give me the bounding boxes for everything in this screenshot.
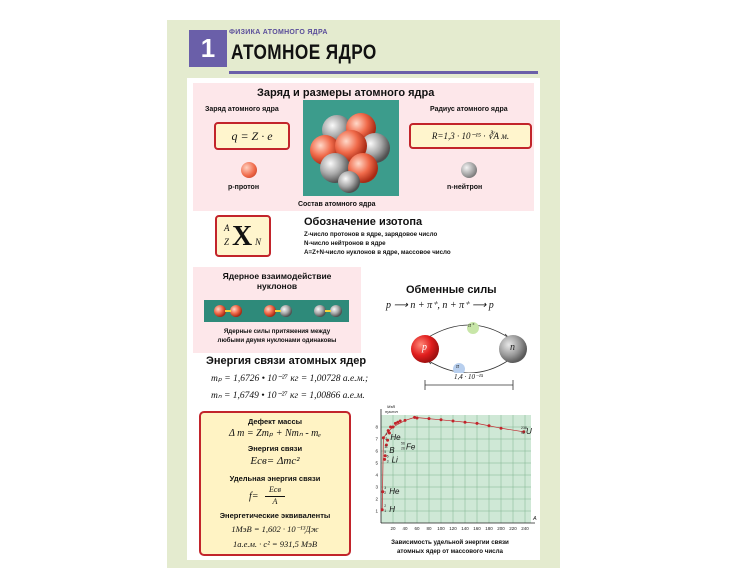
isotope-mass-number: A (224, 223, 230, 233)
chart-x-tick-label: 100 (437, 526, 445, 531)
charge-formula: q = Z · e (231, 128, 273, 143)
chart-y-axis-label-bottom: нуклон (385, 409, 398, 414)
charge-size-heading: Заряд и размеры атомного ядра (257, 87, 435, 99)
proton-icon (241, 162, 257, 178)
proton-mass-formula: mₚ = 1,6726 • 10⁻²⁷ кг = 1,00728 а.е.м.; (211, 374, 369, 384)
radius-formula-box (409, 123, 532, 149)
isotope-symbol-box (215, 215, 271, 257)
chart-isotope-symbol: Fe (406, 442, 416, 452)
neutron-icon (461, 162, 477, 178)
exchange-neutron-label: n (510, 342, 515, 353)
title-divider (229, 71, 538, 74)
chart-isotope-mass: 6 (386, 454, 389, 459)
equivalent-2: 1а.е.м. · c² = 931,5 МэВ (232, 539, 318, 549)
chart-point (488, 424, 491, 427)
isotope-line-2: N-число нейтронов в ядре (304, 240, 386, 247)
chart-y-tick-label: 7 (375, 436, 378, 442)
interaction-caption-2: любыми двумя нуклонами одинаковы (217, 337, 337, 344)
exchange-proton-label: p (422, 342, 427, 353)
chart-isotope-charge: 5 (384, 450, 387, 454)
poster (167, 20, 560, 568)
subject-label: ФИЗИКА АТОМНОГО ЯДРА (229, 29, 328, 36)
chart-point (399, 420, 402, 423)
nucleus-label: Состав атомного ядра (298, 201, 376, 208)
chart-y-tick-label: 5 (375, 460, 378, 466)
specific-energy-numerator: Eсв (269, 485, 281, 494)
chart-point (404, 419, 407, 422)
chart-isotope-charge: 2 (384, 490, 387, 495)
exchange-heading: Обменные силы (406, 284, 497, 296)
charge-formula-box (214, 122, 290, 150)
chart-point (464, 421, 467, 424)
nucleus-cluster-icon (303, 100, 399, 196)
isotope-heading: Обозначение изотопа (304, 216, 423, 228)
chart-y-axis-label-top: МэВ (387, 404, 396, 409)
chart-isotope-mass: 2 (384, 503, 387, 508)
chart-isotope-charge: 26 (401, 446, 405, 451)
chart-x-axis-label: A (533, 516, 537, 522)
chart-isotope-mass: 56 (401, 441, 405, 446)
chart-x-tick-label: 120 (449, 526, 457, 531)
exchange-pi-label: π (456, 364, 460, 370)
chart-caption-2: атомных ядер от массового числа (396, 548, 503, 555)
chart-x-tick-label: 80 (426, 526, 432, 531)
binding-energy-chart (359, 403, 539, 538)
chart-plot-area (381, 415, 531, 523)
specific-energy-label: Удельная энергия связи (229, 474, 321, 483)
binding-heading: Энергия связи атомных ядер (206, 355, 367, 367)
chart-isotope-charge: 3 (386, 459, 389, 464)
chart-isotope-symbol: He (390, 432, 401, 442)
chart-x-tick-label: 160 (473, 526, 481, 531)
chart-point (428, 417, 431, 420)
chart-isotope-charge: 1 (384, 508, 387, 513)
nucleon-pairs-strip (204, 300, 349, 322)
chart-isotope-charge: 2 (385, 436, 388, 441)
interaction-caption-1: Ядерные силы притяжения между (223, 328, 331, 335)
chart-x-tick-label: 240 (521, 526, 529, 531)
chart-isotope-symbol: He (389, 486, 400, 496)
neutron-mass-formula: mₙ = 1,6749 • 10⁻²⁷ кг = 1,00866 а.е.м. (211, 391, 365, 401)
chart-point (416, 417, 419, 420)
chart-y-tick-label: 8 (375, 424, 378, 430)
proton-label: p-протон (228, 184, 260, 191)
exchange-equation: p ⟶ n + π⁺, n + π⁺ ⟶ p (386, 300, 494, 311)
equivalents-label: Энергетические эквиваленты (219, 511, 331, 520)
chart-x-tick-label: 220 (509, 526, 517, 531)
chart-x-tick-label: 40 (402, 526, 408, 531)
radius-label: Радиус атомного ядра (430, 106, 508, 113)
exchange-pi-plus-label: π⁺ (468, 323, 475, 329)
chart-isotope-mass: 238 (521, 425, 527, 430)
isotope-neutron-number: N (255, 237, 262, 247)
exchange-distance-label: 1,4 · 10⁻¹⁵ (454, 373, 484, 381)
specific-energy-formula (249, 485, 309, 509)
chart-y-tick-label: 3 (375, 484, 378, 490)
neutron-label: n-нейтрон (447, 184, 483, 191)
chart-y-tick-label: 1 (375, 508, 378, 514)
section-number: 1 (189, 30, 227, 67)
binding-energy-formula: Eсв= Δmc² (250, 455, 300, 467)
chart-x-tick-label: 20 (390, 526, 396, 531)
mass-defect-label: Дефект массы (247, 417, 303, 426)
chart-point (440, 418, 443, 421)
chart-isotope-mass: 3 (384, 485, 387, 490)
chart-x-tick-label: 140 (461, 526, 469, 531)
chart-isotope-mass: 4 (385, 431, 388, 436)
chart-x-tick-label: 180 (485, 526, 493, 531)
chart-isotope-symbol: U (526, 426, 532, 436)
chart-isotope-charge: 92 (521, 430, 525, 435)
specific-energy-denominator: A (272, 497, 278, 506)
chart-y-tick-label: 4 (375, 472, 378, 478)
charge-label: Заряд атомного ядра (205, 106, 279, 113)
mass-defect-formula: Δ m = Zmₚ + Nmₙ - mₑ (228, 428, 322, 439)
chart-y-tick-label: 6 (375, 448, 378, 454)
page-title: АТОМНОЕ ЯДРО (231, 41, 377, 64)
interaction-heading-1: Ядерное взаимодействие (222, 271, 332, 281)
isotope-element: X (232, 221, 253, 252)
chart-caption-1: Зависимость удельной энергии связи (391, 539, 509, 546)
chart-isotope-symbol: B (389, 446, 395, 455)
chart-isotope-mass: 11 (384, 445, 388, 449)
nucleus-illustration (303, 100, 399, 196)
chart-point (476, 422, 479, 425)
binding-energy-label: Энергия связи (247, 444, 303, 453)
chart-x-tick-label: 200 (497, 526, 505, 531)
content-area (187, 78, 540, 560)
radius-formula: R=1,3 · 10⁻¹⁵ · ∛A м. (431, 130, 510, 141)
chart-isotope-symbol: H (389, 504, 395, 514)
chart-point (500, 427, 503, 430)
isotope-charge-number: Z (224, 237, 230, 247)
chart-x-tick-label: 60 (414, 526, 420, 531)
chart-point (452, 420, 455, 423)
nucleon-pairs-icon (204, 300, 349, 322)
chart-point (392, 426, 395, 429)
isotope-line-3: A=Z+N-число нуклонов в ядре, массовое число (304, 249, 451, 256)
interaction-heading-2: нуклонов (256, 281, 298, 291)
isotope-line-1: Z-число протонов в ядре, зарядовое число (304, 231, 438, 238)
equivalent-1: 1МэВ = 1,602 · 10⁻¹³Дж (231, 524, 319, 534)
chart-isotope-symbol: Li (391, 455, 398, 465)
specific-energy-lhs: f= (249, 491, 259, 502)
chart-y-tick-label: 2 (375, 496, 378, 502)
